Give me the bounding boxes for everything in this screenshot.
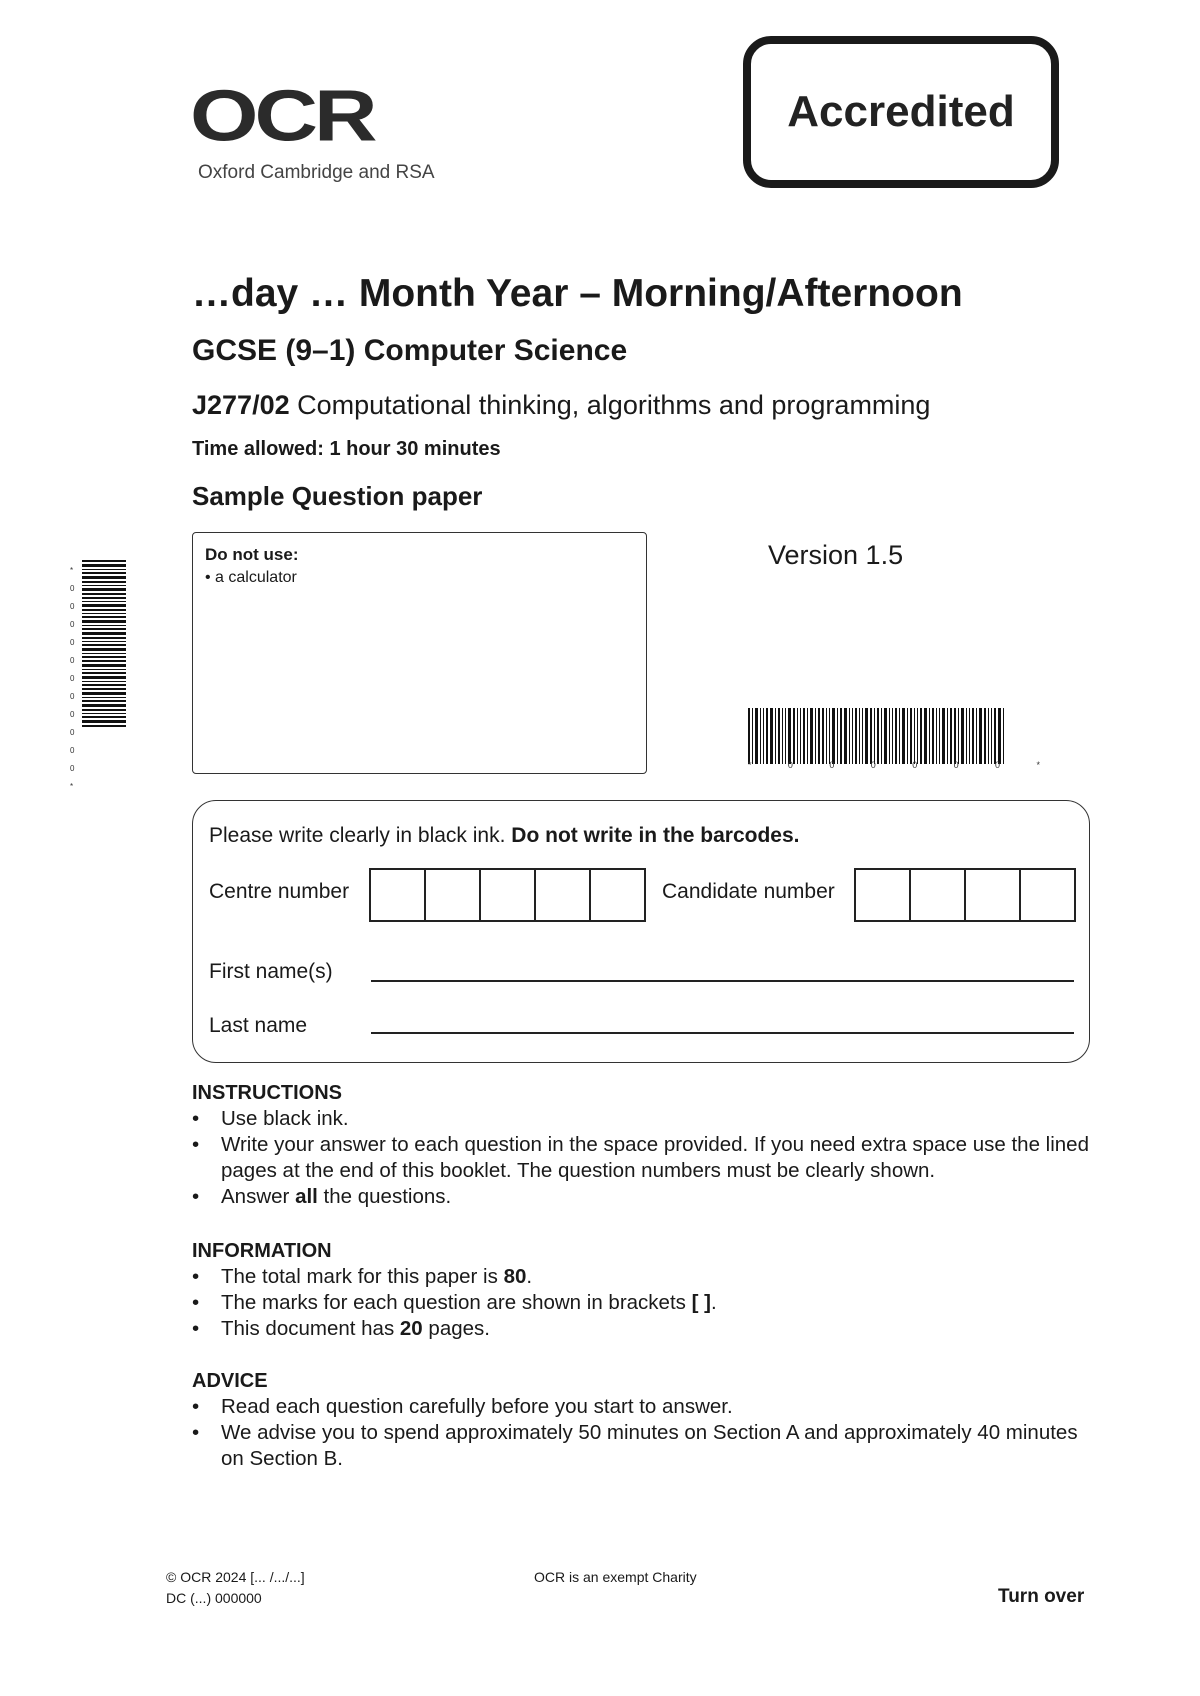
barcode-bar bbox=[82, 672, 126, 674]
barcode-bar bbox=[988, 708, 989, 764]
barcode-bar bbox=[972, 708, 974, 764]
barcode-bar bbox=[797, 708, 798, 764]
centre-number-label: Centre number bbox=[209, 880, 350, 903]
barcode-bar bbox=[793, 708, 795, 764]
advice-item: • We advise you to spend approximately 50 minutes on Section A and approximately 40 minutes on Section B. bbox=[192, 1420, 1092, 1472]
barcode-digit: * bbox=[70, 782, 74, 791]
instruction-item: • Write your answer to each question in the space provided. If you need extra space use the lined pages at the end of this booklet. The question numbers must be clearly shown. bbox=[192, 1132, 1092, 1184]
advice-heading: ADVICE bbox=[192, 1370, 268, 1392]
information-text: This document has bbox=[221, 1317, 400, 1340]
barcode-bar bbox=[785, 708, 786, 764]
barcode-bar bbox=[748, 708, 750, 764]
barcode-digit: 0 bbox=[70, 656, 75, 665]
barcode-digit: * bbox=[748, 760, 752, 770]
barcode-bar bbox=[763, 708, 764, 764]
barcode-bar bbox=[807, 708, 808, 764]
barcode-bar bbox=[82, 588, 126, 591]
barcode-bar bbox=[766, 708, 768, 764]
instructions-heading: INSTRUCTIONS bbox=[192, 1082, 342, 1104]
information-text: . bbox=[710, 1291, 717, 1314]
advice-section bbox=[192, 1370, 1092, 1472]
candidate-instruction bbox=[209, 824, 800, 848]
barcode-bar bbox=[947, 708, 948, 764]
barcode-bar bbox=[950, 708, 952, 764]
barcode-bar bbox=[82, 597, 126, 599]
barcode-bar bbox=[849, 708, 850, 764]
barcode-bar bbox=[82, 641, 126, 642]
barcode-digit: 0 bbox=[70, 602, 75, 611]
barcode-bar bbox=[82, 601, 126, 602]
barcode-digit: 0 bbox=[70, 584, 75, 593]
barcode-digit: 0 bbox=[953, 760, 959, 770]
barcode-bar bbox=[1003, 708, 1004, 764]
barcode-bar bbox=[907, 708, 908, 764]
barcode-bar bbox=[899, 708, 900, 764]
candidate-number-field[interactable] bbox=[854, 868, 1076, 922]
information-heading: INFORMATION bbox=[192, 1240, 332, 1262]
candidate-digit-box[interactable] bbox=[1021, 870, 1074, 920]
candidate-instruction-bold: Do not write in the barcodes. bbox=[511, 824, 800, 847]
unit-title: Computational thinking, algorithms and programming bbox=[297, 390, 931, 420]
barcode-bar bbox=[803, 708, 805, 764]
barcode-bar bbox=[991, 708, 992, 764]
barcode-bar bbox=[865, 708, 868, 764]
centre-digit-box[interactable] bbox=[371, 870, 426, 920]
barcode-digit: 0 bbox=[870, 760, 876, 770]
barcode-bar bbox=[829, 708, 830, 764]
barcode-bar bbox=[884, 708, 887, 764]
barcode-digit: 0 bbox=[912, 760, 918, 770]
do-not-use-box bbox=[192, 532, 647, 774]
barcode-digit: 0 bbox=[70, 746, 75, 755]
barcode-bar bbox=[82, 564, 126, 567]
barcode-bar bbox=[82, 669, 126, 670]
barcode-digit: 0 bbox=[70, 764, 75, 773]
centre-digit-box[interactable] bbox=[536, 870, 591, 920]
barcode-bar bbox=[82, 632, 126, 635]
barcode-bar bbox=[942, 708, 945, 764]
accredited-badge: Accredited bbox=[743, 36, 1059, 188]
candidate-digit-box[interactable] bbox=[911, 870, 966, 920]
instruction-item bbox=[192, 1184, 1092, 1210]
barcode-bar bbox=[958, 708, 959, 764]
barcode-bar bbox=[969, 708, 970, 764]
barcode-digit: 0 bbox=[70, 620, 75, 629]
barcode-bar bbox=[778, 708, 780, 764]
document-code: DC (...) 000000 bbox=[166, 1590, 262, 1606]
barcode-bar bbox=[936, 708, 937, 764]
information-item bbox=[192, 1316, 1092, 1342]
centre-digit-box[interactable] bbox=[591, 870, 644, 920]
barcode-vertical bbox=[82, 560, 126, 790]
barcode-digit: 0 bbox=[70, 710, 75, 719]
barcode-bar bbox=[818, 708, 820, 764]
barcode-digit: 0 bbox=[995, 760, 1001, 770]
instruction-item: • Use black ink. bbox=[192, 1106, 1092, 1132]
barcode-bar bbox=[82, 625, 126, 626]
barcode-bar bbox=[837, 708, 838, 764]
exam-subject: GCSE (9–1) Computer Science bbox=[192, 334, 628, 367]
exam-date-line: …day … Month Year – Morning/Afternoon bbox=[192, 272, 963, 315]
barcode-bar bbox=[82, 609, 126, 611]
barcode-vertical-digits bbox=[70, 562, 80, 796]
instruction-emphasis: all bbox=[295, 1185, 318, 1208]
barcode-bar bbox=[752, 708, 753, 764]
barcode-bar bbox=[782, 708, 783, 764]
barcode-bar bbox=[810, 708, 813, 764]
candidate-digit-box[interactable] bbox=[966, 870, 1021, 920]
barcode-bar bbox=[932, 708, 934, 764]
barcode-horizontal bbox=[748, 708, 1040, 764]
barcode-bar bbox=[82, 644, 126, 646]
barcode-bar bbox=[82, 713, 126, 714]
barcode-bar bbox=[892, 708, 893, 764]
barcode-bar bbox=[826, 708, 827, 764]
barcode-bar bbox=[844, 708, 847, 764]
ocr-logo-subtitle: Oxford Cambridge and RSA bbox=[198, 162, 435, 183]
information-text: . bbox=[526, 1265, 533, 1288]
exam-unit bbox=[192, 390, 930, 421]
barcode-bar bbox=[815, 708, 816, 764]
barcode-bar bbox=[82, 653, 126, 654]
barcode-bar bbox=[82, 572, 126, 574]
barcode-bar bbox=[82, 692, 126, 695]
barcode-bar bbox=[862, 708, 863, 764]
barcode-bar bbox=[760, 708, 761, 764]
candidate-instruction-text: Please write clearly in black ink. bbox=[209, 824, 512, 847]
advice-item: • Read each question carefully before you start to answer. bbox=[192, 1394, 1092, 1420]
barcode-bar bbox=[82, 688, 126, 690]
barcode-bar bbox=[979, 708, 982, 764]
time-allowed: Time allowed: 1 hour 30 minutes bbox=[192, 438, 501, 460]
information-item bbox=[192, 1290, 1092, 1316]
unit-code: J277/02 bbox=[192, 390, 290, 420]
barcode-bar bbox=[82, 569, 126, 570]
barcode-bar bbox=[82, 709, 126, 711]
barcode-bar bbox=[800, 708, 801, 764]
barcode-bar bbox=[877, 708, 879, 764]
instructions-section bbox=[192, 1082, 1092, 1210]
barcode-bar bbox=[929, 708, 930, 764]
barcode-bar bbox=[82, 576, 126, 579]
barcode-bar bbox=[82, 613, 126, 614]
barcode-digit: 0 bbox=[70, 728, 75, 737]
barcode-bar bbox=[82, 648, 126, 651]
copyright: © OCR 2024 [... /.../...] bbox=[166, 1569, 305, 1585]
barcode-bar bbox=[82, 616, 126, 618]
barcode-bar bbox=[82, 628, 126, 630]
ocr-logo: OCR bbox=[190, 75, 374, 157]
candidate-number-label: Candidate number bbox=[662, 880, 835, 903]
barcode-horizontal-digits bbox=[748, 760, 1040, 770]
barcode-bar bbox=[998, 708, 1001, 764]
barcode-bar bbox=[82, 620, 126, 623]
instruction-text: the questions. bbox=[317, 1185, 452, 1208]
barcode-bar bbox=[82, 560, 126, 562]
barcode-bar bbox=[855, 708, 857, 764]
page-count: 20 bbox=[399, 1317, 423, 1340]
do-not-use-heading: Do not use: bbox=[205, 545, 299, 564]
total-marks: 80 bbox=[503, 1265, 527, 1288]
barcode-digit: 0 bbox=[787, 760, 793, 770]
centre-digit-box[interactable] bbox=[426, 870, 481, 920]
barcode-bar bbox=[994, 708, 996, 764]
barcode-bar bbox=[82, 681, 126, 682]
barcode-bar bbox=[82, 725, 126, 727]
barcode-bar bbox=[920, 708, 922, 764]
barcode-bar bbox=[82, 697, 126, 698]
barcode-bar bbox=[82, 660, 126, 662]
information-text: The total mark for this paper is bbox=[221, 1265, 504, 1288]
instruction-text: Answer bbox=[221, 1185, 296, 1208]
barcode-bar bbox=[859, 708, 860, 764]
turn-over: Turn over bbox=[998, 1586, 1085, 1607]
barcode-bar bbox=[82, 684, 126, 686]
barcode-bar bbox=[902, 708, 905, 764]
barcode-bar bbox=[82, 585, 126, 586]
barcode-bar bbox=[82, 593, 126, 595]
barcode-digit: 0 bbox=[70, 674, 75, 683]
barcode-bar bbox=[984, 708, 986, 764]
version-label: Version 1.5 bbox=[768, 540, 904, 570]
barcode-bar bbox=[961, 708, 964, 764]
centre-number-field[interactable] bbox=[369, 868, 646, 922]
barcode-bar bbox=[82, 720, 126, 723]
footer-left bbox=[166, 1567, 305, 1609]
barcode-bar bbox=[939, 708, 940, 764]
barcode-bar bbox=[82, 637, 126, 639]
centre-digit-box[interactable] bbox=[481, 870, 536, 920]
barcode-bar bbox=[874, 708, 875, 764]
barcode-bar bbox=[832, 708, 835, 764]
barcode-bar bbox=[755, 708, 758, 764]
barcode-digit: 0 bbox=[70, 638, 75, 647]
charity-notice: OCR is an exempt Charity bbox=[534, 1569, 697, 1585]
barcode-bar bbox=[840, 708, 842, 764]
barcode-digit: * bbox=[1036, 760, 1040, 770]
information-text: pages. bbox=[422, 1317, 490, 1340]
barcode-bar bbox=[966, 708, 967, 764]
barcode-bar bbox=[82, 704, 126, 707]
barcode-bar bbox=[881, 708, 882, 764]
barcode-bar bbox=[82, 676, 126, 679]
barcode-bar bbox=[917, 708, 918, 764]
barcode-bar bbox=[82, 656, 126, 658]
barcode-bar bbox=[82, 716, 126, 718]
brackets-symbol: [ ] bbox=[691, 1291, 711, 1314]
barcode-bar bbox=[788, 708, 791, 764]
barcode-bar bbox=[976, 708, 977, 764]
barcode-digit: 0 bbox=[829, 760, 835, 770]
information-text: The marks for each question are shown in brackets bbox=[221, 1291, 692, 1314]
barcode-bar bbox=[895, 708, 897, 764]
barcode-bar bbox=[82, 604, 126, 607]
information-section bbox=[192, 1240, 1092, 1342]
first-name-field[interactable] bbox=[371, 980, 1074, 982]
barcode-bar bbox=[82, 664, 126, 667]
barcode-bar bbox=[822, 708, 824, 764]
barcode-bar bbox=[914, 708, 915, 764]
barcode-bar bbox=[775, 708, 776, 764]
paper-type: Sample Question paper bbox=[192, 481, 483, 511]
first-name-label: First name(s) bbox=[209, 960, 333, 983]
barcode-bar bbox=[770, 708, 773, 764]
barcode-digit: 0 bbox=[70, 692, 75, 701]
barcode-digit: * bbox=[70, 566, 74, 575]
candidate-digit-box[interactable] bbox=[856, 870, 911, 920]
barcode-bar bbox=[910, 708, 912, 764]
barcode-bar bbox=[924, 708, 927, 764]
barcode-bar bbox=[870, 708, 872, 764]
barcode-bar bbox=[889, 708, 890, 764]
information-item bbox=[192, 1264, 1092, 1290]
do-not-use-item: • a calculator bbox=[205, 569, 297, 586]
barcode-bar bbox=[82, 581, 126, 583]
barcode-bar bbox=[852, 708, 853, 764]
barcode-bar bbox=[954, 708, 956, 764]
last-name-field[interactable] bbox=[371, 1032, 1074, 1034]
barcode-bar bbox=[82, 700, 126, 702]
last-name-label: Last name bbox=[209, 1014, 308, 1037]
